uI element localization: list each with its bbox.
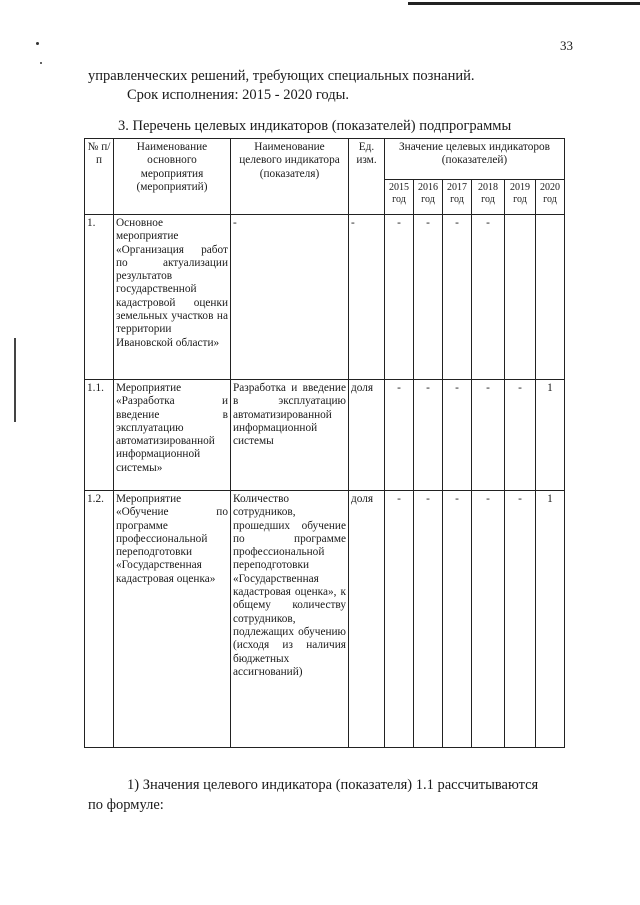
- section-heading: 3. Перечень целевых индикаторов (показателей) подпрограммы: [118, 118, 512, 134]
- row-num: 1.: [85, 215, 114, 380]
- header-year: 2020 год: [536, 180, 565, 215]
- table-row: [85, 491, 565, 748]
- row-value: -: [505, 380, 536, 491]
- header-year: 2019 год: [505, 180, 536, 215]
- row-value: [536, 215, 565, 380]
- table-header-row: [85, 139, 565, 180]
- header-indicator: Наименование целевого индикатора (показателя): [231, 139, 349, 215]
- scan-artifact-line: [408, 2, 640, 5]
- scan-speck: [36, 42, 39, 45]
- scan-speck: [40, 62, 42, 64]
- indicators-table: [84, 138, 565, 748]
- footer-line-1: 1) Значения целевого индикатора (показателя) 1.1 рассчитываются: [127, 777, 539, 793]
- page-number: 33: [560, 38, 573, 53]
- row-num: 1.1.: [85, 380, 114, 491]
- row-num: 1.2.: [85, 491, 114, 748]
- table-row: [85, 380, 565, 491]
- intro-line-1: управленческих решений, требующих специальных познаний.: [88, 68, 475, 84]
- row-value: -: [385, 380, 414, 491]
- row-event: Мероприятие «Разработка и введение в эксплуатацию автоматизированной информационной системы»: [114, 380, 231, 491]
- row-indicator: Количество сотрудников, прошедших обучение по программе профессиональной переподготовки «Государственная кадастровая оценка», к общему количеству сотрудников, подлежащих обучению (исходя из наличия бюджетных ассигнований): [231, 491, 349, 748]
- row-value: -: [505, 491, 536, 748]
- row-value: -: [385, 215, 414, 380]
- row-value: -: [443, 380, 472, 491]
- header-year: 2018 год: [472, 180, 505, 215]
- row-value: -: [472, 380, 505, 491]
- row-value: -: [385, 491, 414, 748]
- row-value: -: [414, 215, 443, 380]
- row-value: [505, 215, 536, 380]
- row-value: -: [443, 215, 472, 380]
- header-values: Значение целевых индикаторов (показателей): [385, 139, 565, 180]
- row-value: 1: [536, 491, 565, 748]
- row-indicator: -: [231, 215, 349, 380]
- row-indicator: Разработка и введение в эксплуатацию автоматизированной информационной системы: [231, 380, 349, 491]
- row-value: -: [472, 491, 505, 748]
- row-value: -: [414, 491, 443, 748]
- header-year: 2015 год: [385, 180, 414, 215]
- intro-line-2: Срок исполнения: 2015 - 2020 годы.: [127, 87, 349, 103]
- footer-line-2: по формуле:: [88, 797, 164, 813]
- row-event: Мероприятие «Обучение по программе профессиональной переподготовки «Государственная кадастровая оценка»: [114, 491, 231, 748]
- row-value: -: [443, 491, 472, 748]
- row-value: 1: [536, 380, 565, 491]
- table-row: [85, 215, 565, 380]
- header-num: № п/п: [85, 139, 114, 215]
- header-year: 2017 год: [443, 180, 472, 215]
- header-unit: Ед. изм.: [349, 139, 385, 215]
- row-value: -: [472, 215, 505, 380]
- header-year: 2016 год: [414, 180, 443, 215]
- row-unit: -: [349, 215, 385, 380]
- row-unit: доля: [349, 491, 385, 748]
- header-event: Наименование основного мероприятия (мероприятий): [114, 139, 231, 215]
- row-event: Основное мероприятие «Организация работ по актуализации результатов государственной кадастровой оценки земельных участков на территории Ивановской области»: [114, 215, 231, 380]
- scan-margin-mark: [14, 338, 16, 422]
- row-value: -: [414, 380, 443, 491]
- row-unit: доля: [349, 380, 385, 491]
